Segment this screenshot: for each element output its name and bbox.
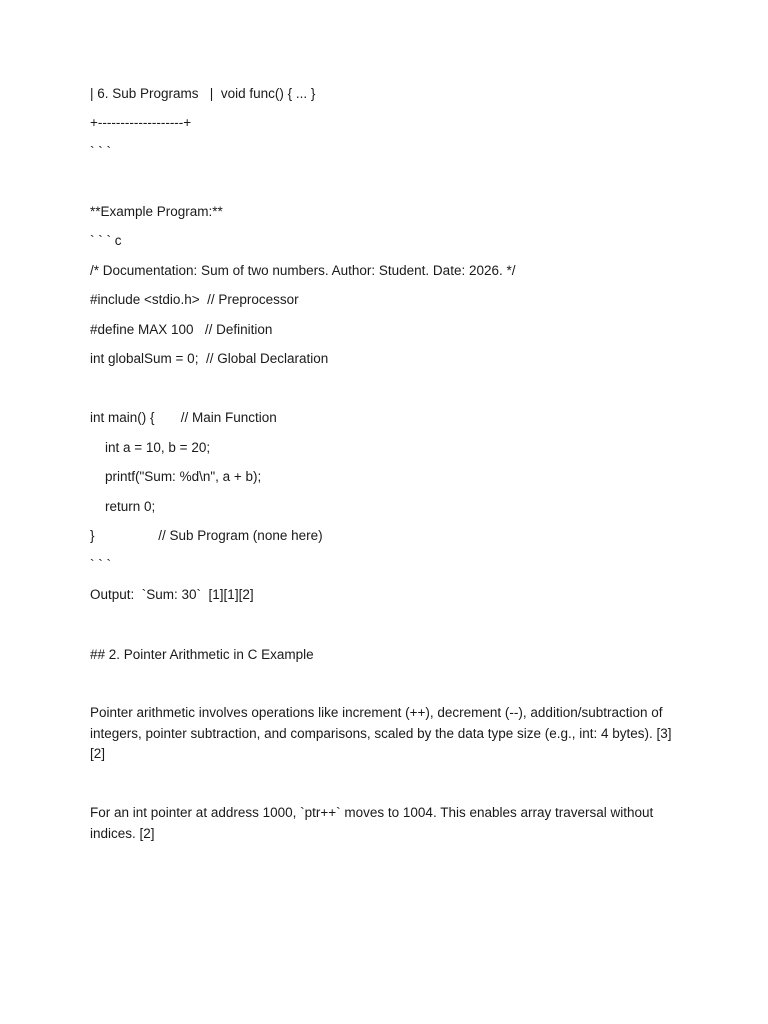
code-line-include: #include <stdio.h> // Preprocessor — [90, 292, 299, 307]
code-fence-close: ` ` ` — [90, 144, 111, 159]
code-line-return: return 0; — [90, 499, 156, 514]
code-line-global: int globalSum = 0; // Global Declaration — [90, 351, 329, 366]
code-line-variables: int a = 10, b = 20; — [90, 440, 211, 455]
output-line: Output: `Sum: 30` [1][1][2] — [90, 587, 254, 602]
code-line-close-brace: } // Sub Program (none here) — [90, 528, 323, 543]
code-fence-open: ` ` ` c — [90, 233, 122, 248]
code-fence-end: ` ` ` — [90, 557, 111, 572]
code-line-define: #define MAX 100 // Definition — [90, 322, 273, 337]
code-line-main: int main() { // Main Function — [90, 410, 277, 425]
code-line-printf: printf("Sum: %d\n", a + b); — [90, 469, 262, 484]
paragraph-pointer-arithmetic: Pointer arithmetic involves operations like increment (++), decrement (--), addition/subtraction of integers, pointer subtraction, and comparisons, scaled by the data type size (e.g., int: 4 bytes). [3][2] — [90, 705, 672, 761]
code-line-documentation: /* Documentation: Sum of two numbers. Author: Student. Date: 2026. */ — [90, 263, 516, 278]
section-heading-pointer-arithmetic: ## 2. Pointer Arithmetic in C Example — [90, 647, 314, 662]
example-program-heading: **Example Program:** — [90, 204, 223, 219]
subprograms-table-row: | 6. Sub Programs | void func() { ... } — [90, 86, 316, 101]
table-border: +-------------------+ — [90, 115, 192, 130]
paragraph-int-pointer-example: For an int pointer at address 1000, `ptr++` moves to 1004. This enables array traversal without indices. [2] — [90, 805, 654, 841]
